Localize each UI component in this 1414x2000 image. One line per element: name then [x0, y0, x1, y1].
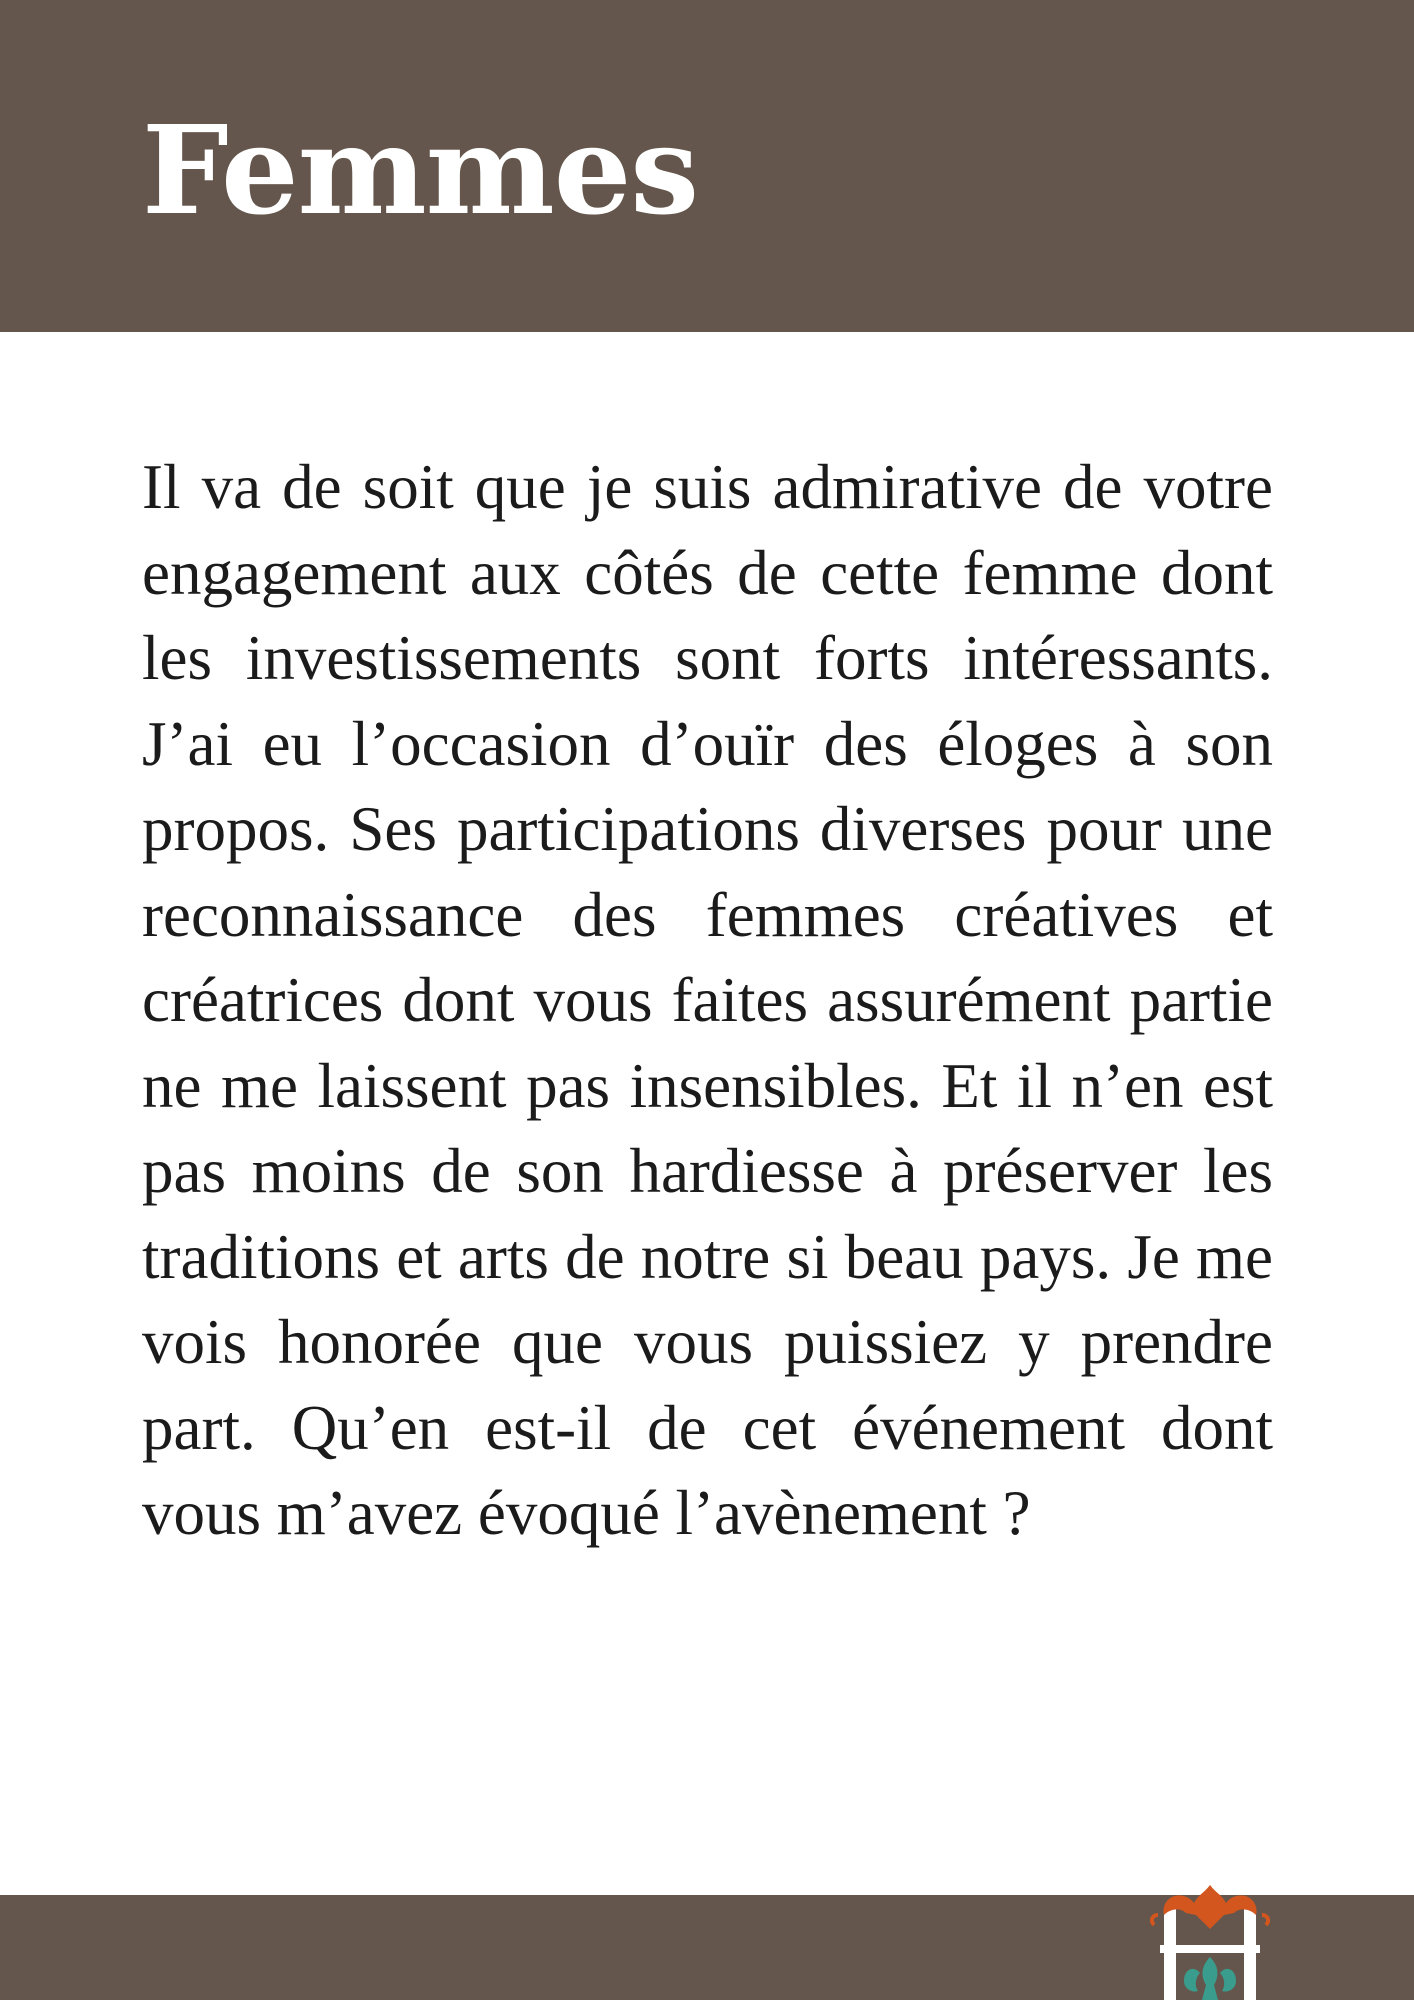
page-title: Femmes — [142, 98, 699, 242]
body-paragraph: Il va de soit que je suis admirative de votre engagement aux côtés de cette femme dont les investissements sont forts intéressants. J’ai eu l’occasion d’ouïr des éloges à son propos. Ses participations diverses pour une reconnaissance des femmes créatives et créatrices dont vous faites assurément partie ne me laissent pas insensibles. Et il n’en est pas moins de son hardiesse à préserver les traditions et arts de notre si beau pays. Je me vois honorée que vous puissiez y prendre part. Qu’en est-il de cet événement dont vous m’avez évoqué l’avènement ? — [142, 452, 1273, 1548]
header-band — [0, 0, 1414, 332]
fleur-de-lis-logo-icon — [1150, 1885, 1270, 2000]
